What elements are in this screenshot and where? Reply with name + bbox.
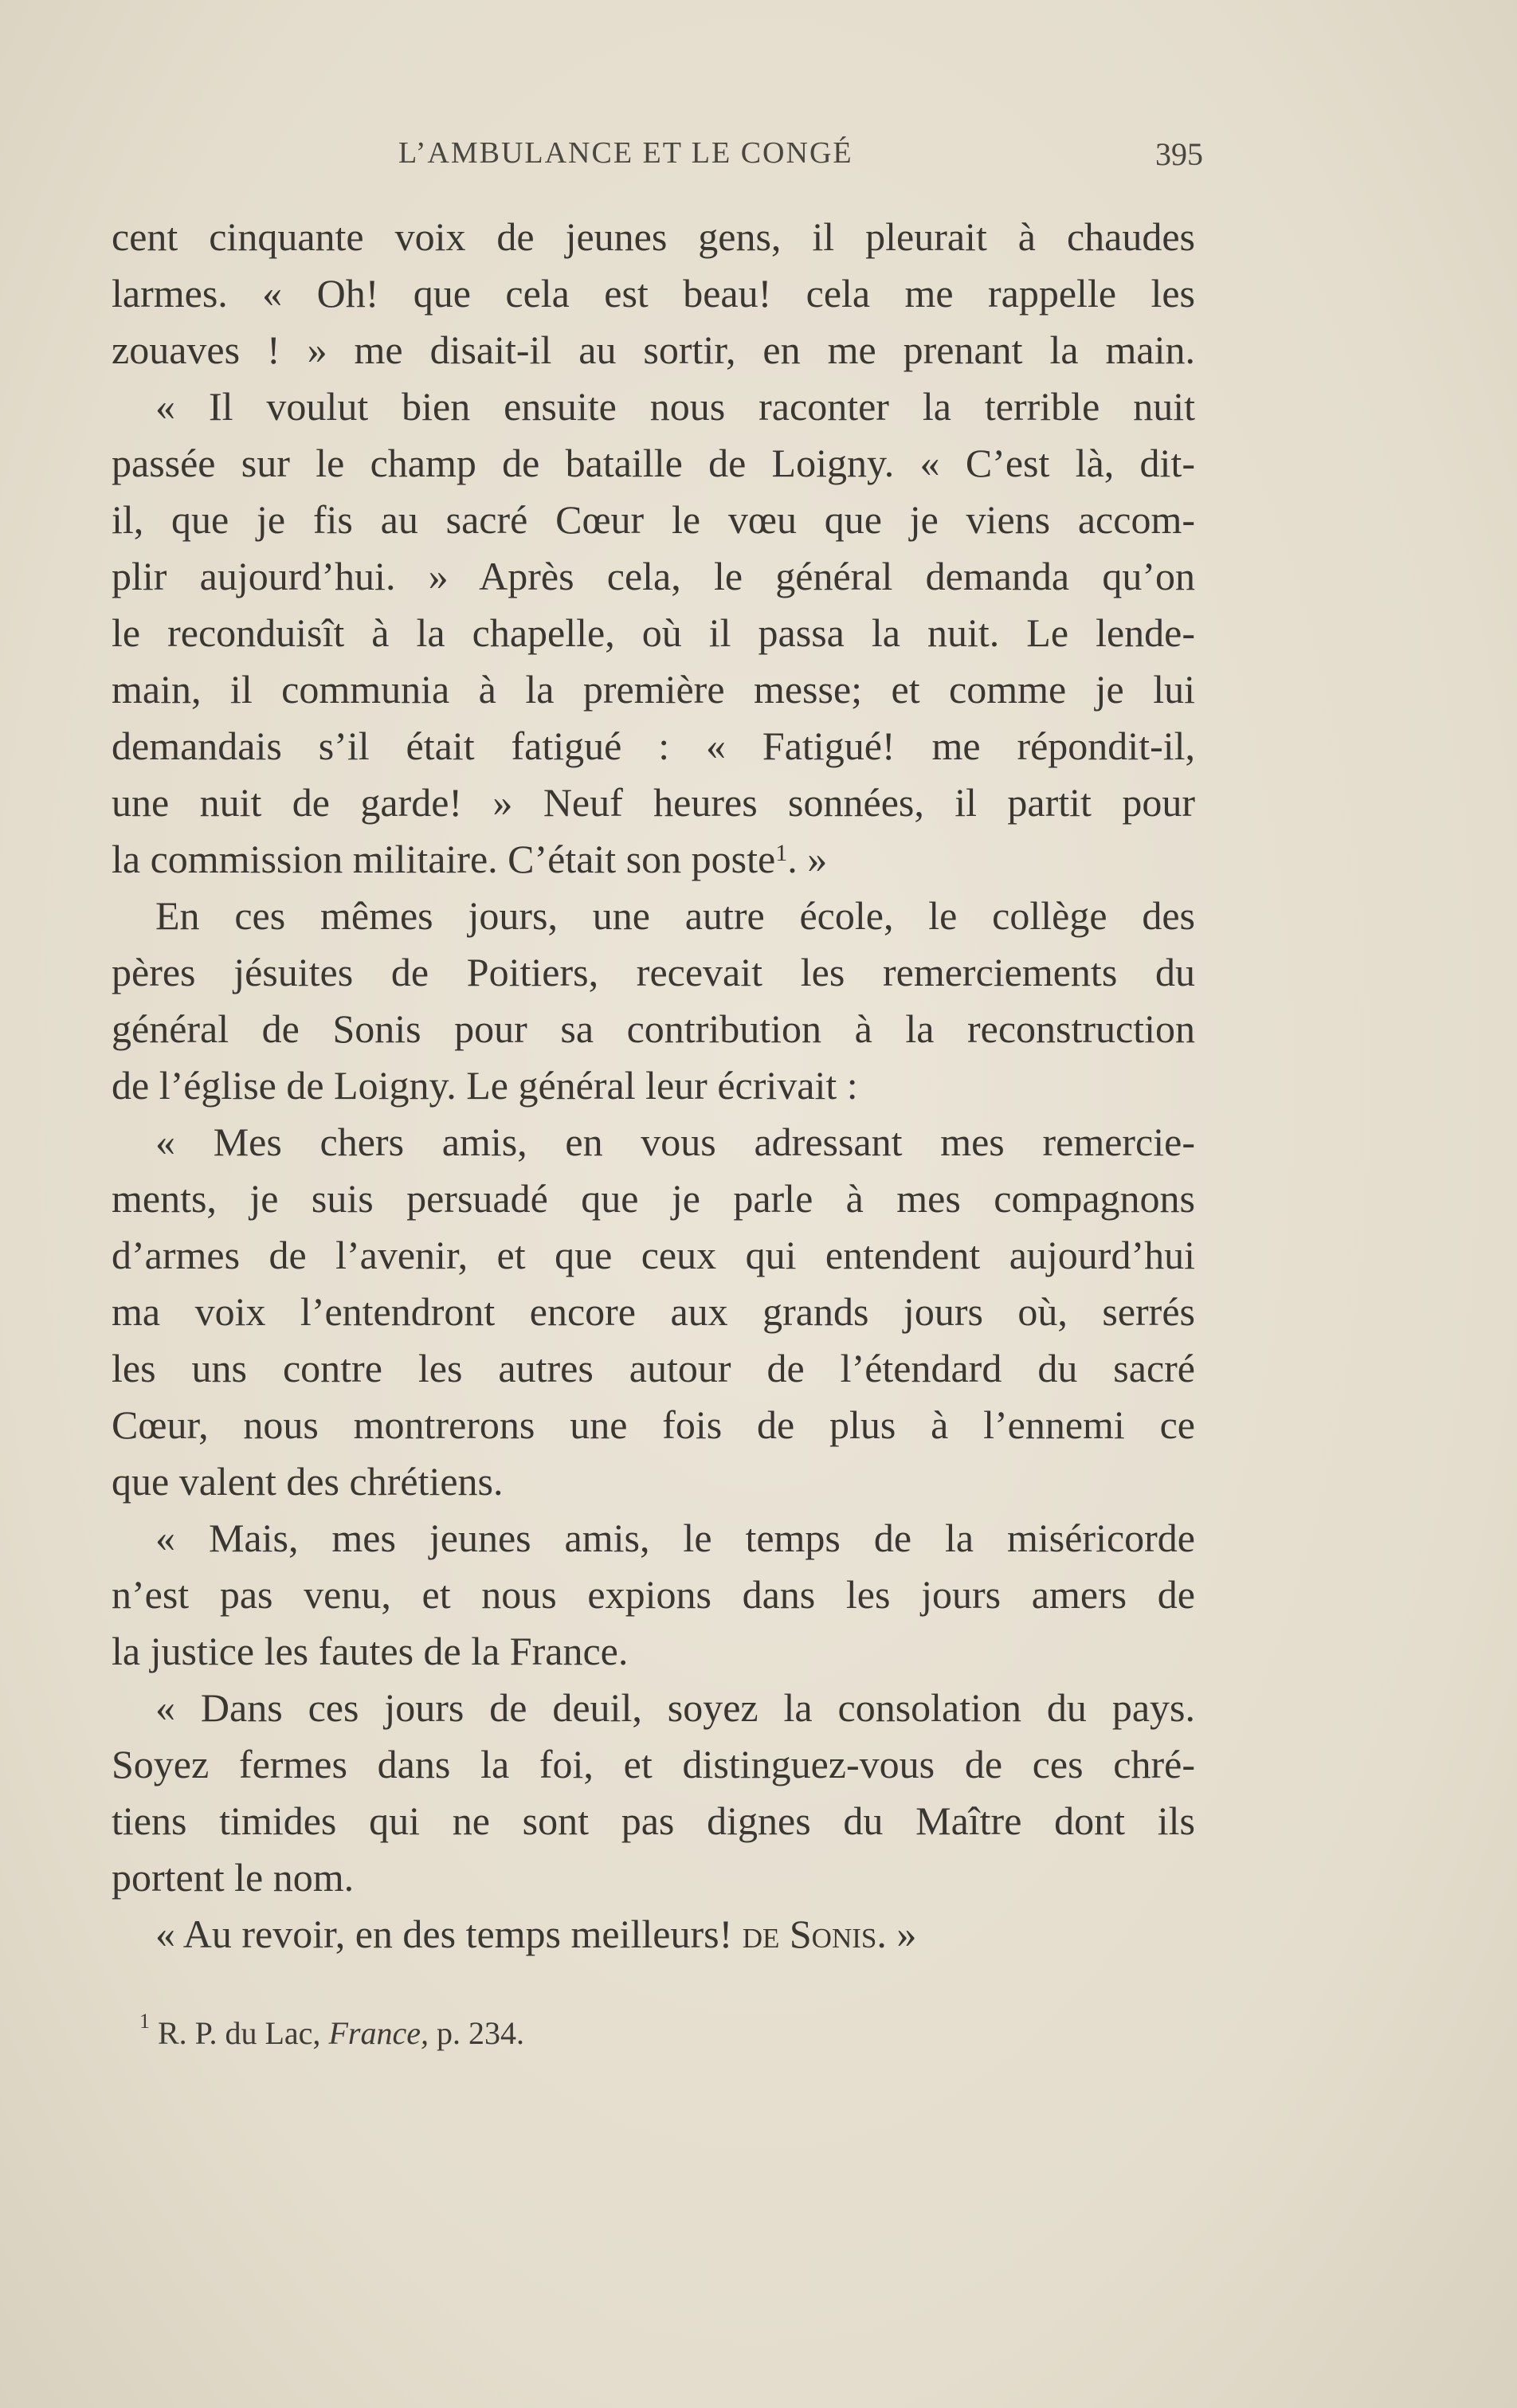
text-line: « Mais, mes jeunes amis, le temps de la miséricorde: [155, 1516, 1195, 1560]
text-line: que valent des chrétiens.: [112, 1459, 504, 1504]
text-line: passée sur le champ de bataille de Loigny. « C’est là, dit-: [112, 441, 1195, 485]
line-text: « Au revoir, en des temps meilleurs!: [155, 1912, 733, 1956]
text-line: Cœur, nous montrerons une fois de plus à l’ennemi ce: [112, 1402, 1195, 1447]
text-line: main, il communia à la première messe; et comme je lui: [112, 667, 1195, 712]
text-line: portent le nom.: [112, 1855, 355, 1900]
running-title: L’AMBULANCE ET LE CONGÉ: [398, 136, 853, 170]
text-line: ma voix l’entendront encore aux grands jours où, serrés: [112, 1289, 1195, 1334]
text-line: larmes. « Oh! que cela est beau! cela me rappelle les: [112, 271, 1195, 316]
text-line: [112, 1906, 1195, 1963]
signature: de Sonis.: [742, 1912, 887, 1956]
page-header: [112, 135, 1203, 191]
footnote: [139, 2010, 524, 2052]
text-line: il, que je fis au sacré Cœur le vœu que je viens accom-: [112, 497, 1195, 542]
text-line: zouaves ! » me disait-il au sortir, en me prenant la main.: [112, 327, 1195, 372]
text-line: le reconduisît à la chapelle, où il passa la nuit. Le lende-: [112, 610, 1195, 655]
footnote-reference: 1: [775, 840, 788, 866]
text-line: « Il voulut bien ensuite nous raconter la terrible nuit: [155, 384, 1195, 429]
text-line: de l’église de Loigny. Le général leur écrivait :: [112, 1063, 858, 1108]
text-line: Soyez fermes dans la foi, et distinguez-vous de ces chré-: [112, 1742, 1195, 1786]
text-line: demandais s’il était fatigué : « Fatigué! me répondit-il,: [112, 724, 1195, 768]
text-line: n’est pas venu, et nous expions dans les jours amers de: [112, 1572, 1195, 1617]
text-line: [112, 831, 1195, 888]
footnote-title: France,: [328, 2015, 429, 2051]
text-line: ments, je suis persuadé que je parle à mes compagnons: [112, 1176, 1195, 1221]
text-line: d’armes de l’avenir, et que ceux qui entendent aujourd’hui: [112, 1233, 1195, 1277]
text-line: « Mes chers amis, en vous adressant mes remercie-: [155, 1120, 1195, 1164]
text-line: général de Sonis pour sa contribution à la reconstruction: [112, 1006, 1195, 1051]
text-line: les uns contre les autres autour de l’étendard du sacré: [112, 1346, 1195, 1390]
text-line: En ces mêmes jours, une autre école, le collège des: [155, 893, 1195, 938]
text-line: une nuit de garde! » Neuf heures sonnées, il partit pour: [112, 780, 1195, 825]
text-line: plir aujourd’hui. » Après cela, le général demanda qu’on: [112, 554, 1195, 598]
text-line: tiens timides qui ne sont pas dignes du Maître dont ils: [112, 1798, 1195, 1843]
footnote-page: p. 234.: [436, 2015, 524, 2051]
footnote-marker: 1: [139, 2010, 150, 2033]
text-line: cent cinquante voix de jeunes gens, il pleurait à chaudes: [112, 214, 1195, 259]
closing-quote: »: [896, 1912, 917, 1956]
footnote-author: R. P. du Lac,: [158, 2015, 321, 2051]
text-line: pères jésuites de Poitiers, recevait les remerciements du: [112, 950, 1195, 994]
page-number: 395: [1155, 136, 1203, 172]
text-line: la justice les fautes de la France.: [112, 1629, 629, 1673]
text-line: « Dans ces jours de deuil, soyez la consolation du pays.: [155, 1685, 1195, 1730]
line-tail: . »: [787, 837, 828, 881]
body-text: [112, 209, 1195, 1963]
line-text: la commission militaire. C’était son poste: [112, 837, 776, 881]
